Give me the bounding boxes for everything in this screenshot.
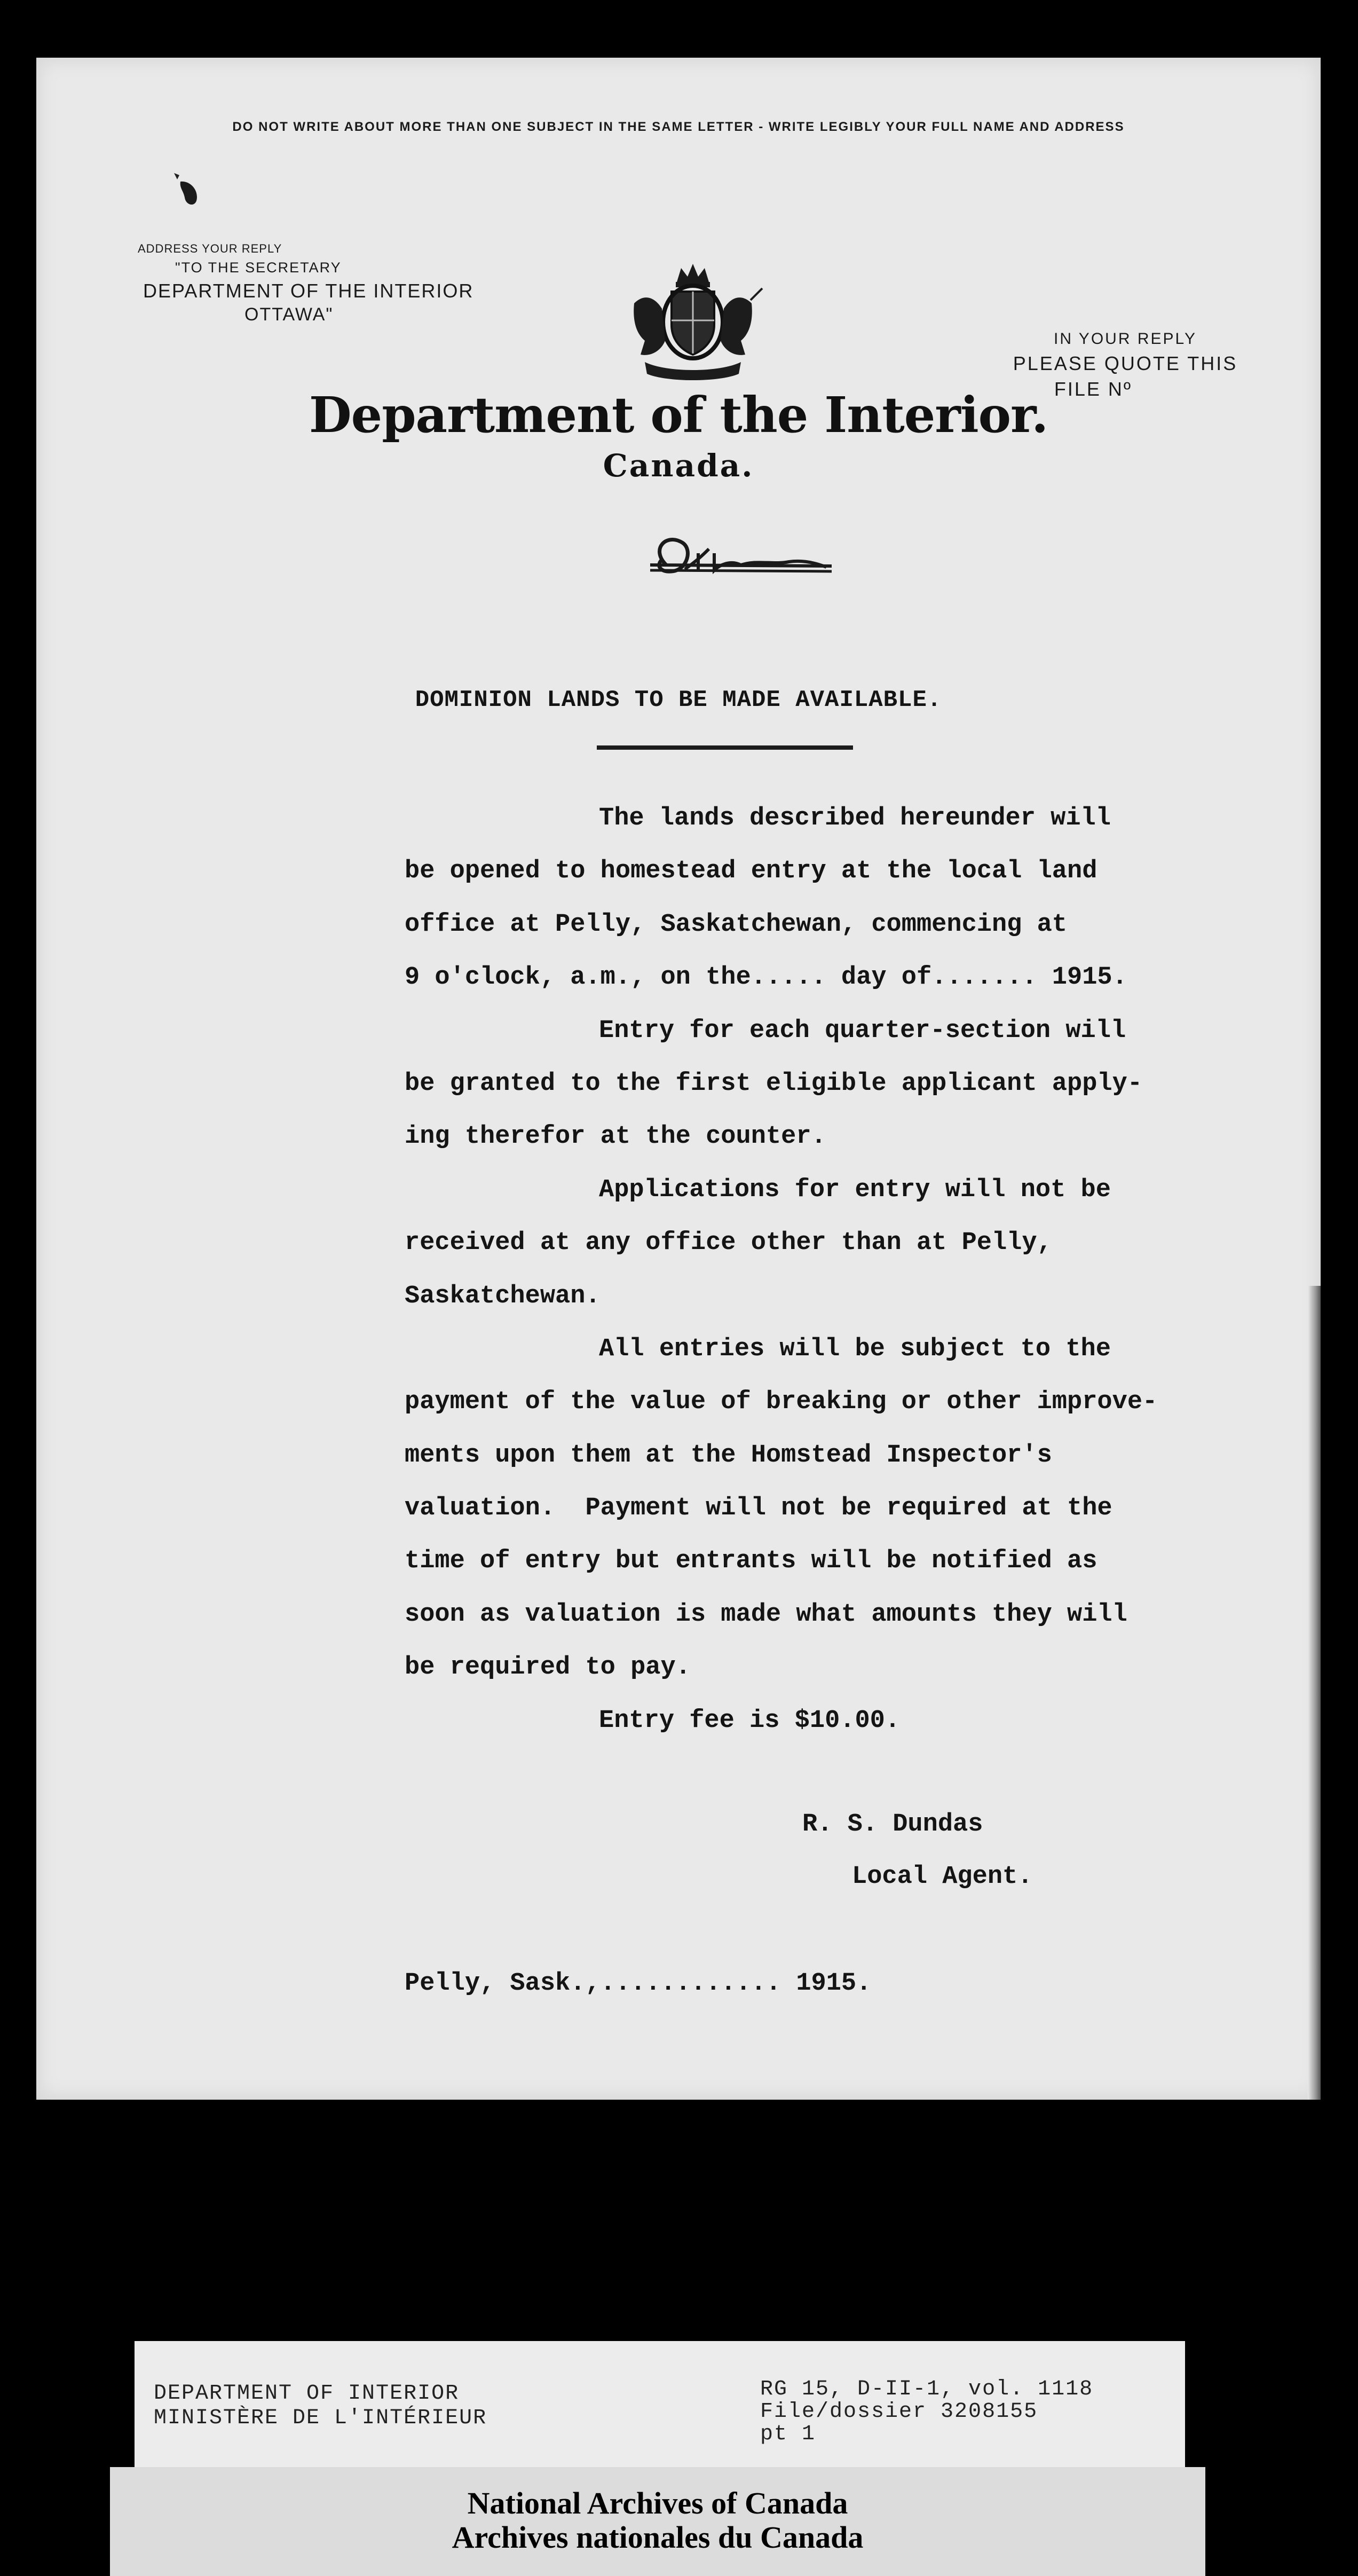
letter-sheet <box>36 58 1321 2100</box>
reply-line-1: IN YOUR REPLY <box>1054 330 1197 348</box>
body-line: soon as valuation is made what amounts they will <box>405 1600 1127 1629</box>
body-line: be granted to the first eligible applicant apply- <box>405 1069 1143 1098</box>
body-line: Saskatchewan. <box>405 1282 601 1310</box>
signature-title: Local Agent. <box>852 1863 1033 1891</box>
body-line: valuation. Payment will not be required at the <box>405 1494 1112 1523</box>
body-line: ments upon them at the Homstead Inspector's <box>405 1441 1052 1470</box>
ink-blot-icon <box>170 170 207 213</box>
archive-department <box>154 2382 487 2431</box>
body-line: Entry fee is $10.00. <box>599 1706 901 1735</box>
department-title: Department of the Interior. <box>309 386 1048 444</box>
address-block <box>138 242 511 326</box>
department-french: MINISTÈRE DE L'INTÉRIEUR <box>154 2406 487 2430</box>
archive-reference-label <box>135 2341 1185 2469</box>
department-english: DEPARTMENT OF INTERIOR <box>154 2382 460 2406</box>
archives-banner <box>110 2467 1205 2576</box>
body-line: time of entry but entrants will be notified as <box>405 1547 1098 1576</box>
body-line: be required to pay. <box>405 1653 691 1682</box>
body-line: Applications for entry will not be <box>599 1175 1111 1204</box>
body-line: 9 o'clock, a.m., on the..... day of....... 1915. <box>405 963 1127 992</box>
archives-name-french: Archives nationales du Canada <box>452 2520 864 2555</box>
address-line-3: OTTAWA" <box>244 304 334 325</box>
body-line: ing therefor at the counter. <box>405 1122 826 1151</box>
part-number: pt 1 <box>760 2422 816 2446</box>
address-label: ADDRESS YOUR REPLY <box>138 242 282 255</box>
body-line: payment of the value of breaking or other improve- <box>405 1388 1158 1417</box>
body-line: be opened to homestead entry at the local land <box>405 857 1098 886</box>
address-line-2: DEPARTMENT OF THE INTERIOR <box>143 280 474 302</box>
body-line: Entry for each quarter-section will <box>599 1016 1126 1045</box>
address-line-1: "TO THE SECRETARY <box>175 260 342 276</box>
file-number: File/dossier 3208155 <box>760 2400 1038 2424</box>
body-line: received at any office other than at Pelly, <box>405 1229 1052 1258</box>
struck-out-city-mark <box>634 528 848 592</box>
reply-line-2: PLEASE QUOTE THIS <box>1013 352 1238 374</box>
letter-heading: DOMINION LANDS TO BE MADE AVAILABLE. <box>415 687 942 713</box>
page-edge-shadow <box>1308 1286 1321 2100</box>
royal-coat-of-arms-icon <box>613 261 773 383</box>
letter-body <box>405 792 1259 1747</box>
heading-underline <box>597 745 853 750</box>
archive-reference <box>760 2378 1093 2446</box>
record-group-reference: RG 15, D-II-1, vol. 1118 <box>760 2377 1094 2401</box>
place-date: Pelly, Sask.,............ 1915. <box>405 1969 872 1998</box>
reply-line-3: FILE Nº <box>1054 378 1133 400</box>
signature-name: R. S. Dundas <box>802 1810 983 1839</box>
body-line: office at Pelly, Saskatchewan, commencing at <box>405 910 1068 939</box>
department-country: Canada. <box>603 447 754 484</box>
body-line: All entries will be subject to the <box>599 1334 1111 1363</box>
top-notice: DO NOT WRITE ABOUT MORE THAN ONE SUBJECT IN THE SAME LETTER - WRITE LEGIBLY YOUR FULL NAME AND ADDRESS <box>232 120 1125 134</box>
body-line: The lands described hereunder will <box>599 804 1111 833</box>
archives-name-english: National Archives of Canada <box>467 2486 848 2520</box>
